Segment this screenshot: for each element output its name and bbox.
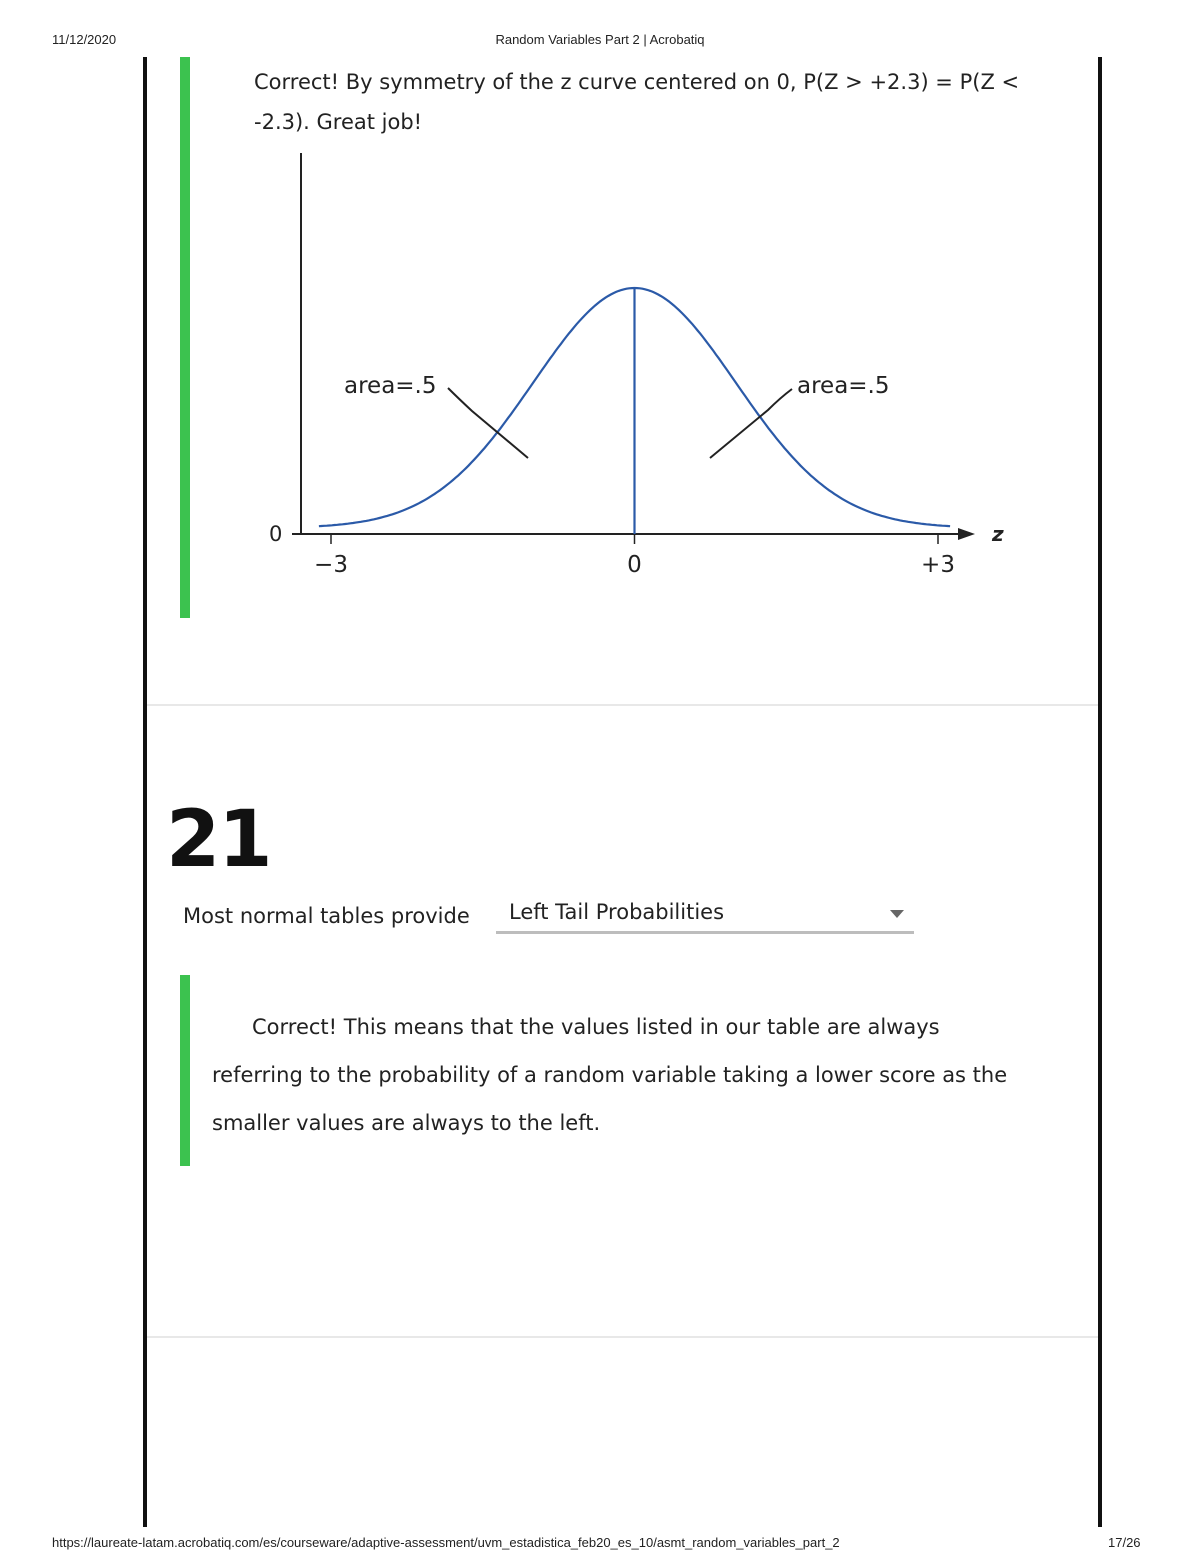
feedback-text: Correct! By symmetry of the z curve centered on 0, P(Z > +2.3) = P(Z < -2.3). Great job!	[254, 70, 1020, 134]
correct-indicator-bar	[180, 57, 190, 618]
content-frame-right	[1098, 57, 1102, 1527]
x-axis-arrow	[958, 528, 975, 540]
normal-curve-chart	[240, 140, 1020, 600]
answer-dropdown[interactable]	[496, 896, 914, 934]
section-divider	[147, 704, 1098, 706]
print-page-title: Random Variables Part 2 | Acrobatiq	[495, 32, 705, 47]
correct-indicator-bar	[180, 975, 190, 1166]
print-url: https://laureate-latam.acrobatiq.com/es/courseware/adaptive-assessment/uvm_estadistica_feb20_es_10/asmt_random_variables_part_2	[52, 1535, 840, 1550]
annotation-left-pointer	[448, 388, 528, 458]
question-number: 21	[166, 795, 271, 885]
x-tick-label-0: 0	[627, 552, 642, 578]
annotation-right-pointer	[710, 389, 792, 458]
chevron-down-icon	[890, 910, 904, 918]
print-date: 11/12/2020	[52, 32, 117, 47]
section-divider	[147, 1336, 1098, 1338]
question-prompt: Most normal tables provide	[183, 904, 470, 928]
x-tick-label-neg3: −3	[314, 552, 348, 578]
annotation-left-area: area=.5	[344, 373, 437, 399]
content-frame-left	[143, 57, 147, 1527]
annotation-right-area: area=.5	[797, 373, 890, 399]
print-page-number: 17/26	[1108, 1535, 1141, 1550]
y-tick-label-0: 0	[269, 522, 283, 546]
feedback-text	[212, 1003, 1032, 1147]
answer-dropdown-value: Left Tail Probabilities	[509, 900, 725, 924]
x-tick-label-pos3: +3	[921, 552, 955, 578]
x-axis-label: z	[992, 522, 1004, 546]
feedback-text-body: Correct! This means that the values listed in our table are always referring to the probability of a random variable taking a lower score as the smaller values are always to the left.	[212, 1015, 1008, 1135]
